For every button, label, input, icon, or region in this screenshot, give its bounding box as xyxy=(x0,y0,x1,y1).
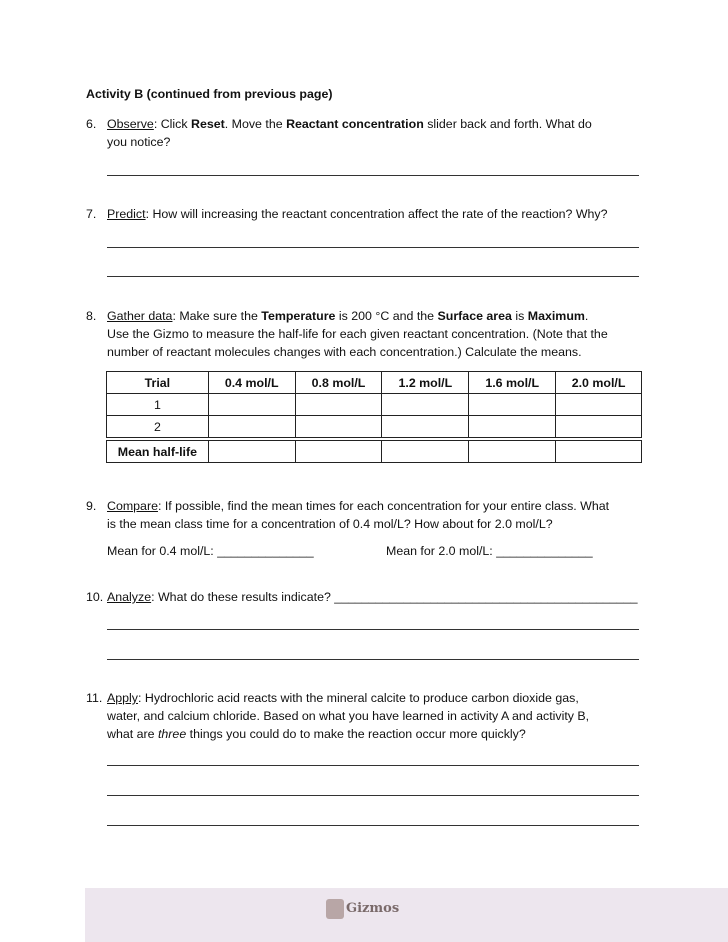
table-cell[interactable] xyxy=(295,441,382,463)
q6-bold-reset: Reset xyxy=(191,117,225,131)
q7-label: Predict xyxy=(107,207,146,221)
q9-text xyxy=(107,497,667,515)
q11-line3 xyxy=(107,725,667,743)
trial-2-label: 2 xyxy=(107,416,209,438)
q9-body: : If possible, find the mean times for each concentration for your entire class. What xyxy=(157,499,610,513)
header-0-4: 0.4 mol/L xyxy=(208,372,295,394)
q8-bold-temperature: Temperature xyxy=(261,309,336,323)
q10-text xyxy=(107,588,667,606)
header-trial: Trial xyxy=(107,372,209,394)
q11-text xyxy=(107,689,667,707)
q8-text xyxy=(107,307,667,325)
q8-text-1: : Make sure the xyxy=(172,309,262,323)
gizmos-logo xyxy=(326,896,399,922)
q6-answer-line[interactable] xyxy=(107,175,639,176)
q6-text-2: . Move the xyxy=(224,117,287,131)
table-cell[interactable] xyxy=(295,416,382,438)
q8-text-2: is 200 °C and the xyxy=(335,309,438,323)
q7-answer-line-1[interactable] xyxy=(107,247,639,248)
trial-1-label: 1 xyxy=(107,394,209,416)
table-cell[interactable] xyxy=(208,394,295,416)
activity-heading: Activity B (continued from previous page) xyxy=(86,87,333,101)
table-row xyxy=(107,394,642,416)
table-cell[interactable] xyxy=(556,416,642,438)
table-cell[interactable] xyxy=(469,394,556,416)
q11-italic-three: three xyxy=(157,727,187,741)
q10-answer-line-1[interactable] xyxy=(107,629,639,630)
gizmos-logo-icon xyxy=(326,899,344,919)
q11-number: 11. xyxy=(86,691,103,705)
q9-number: 9. xyxy=(86,499,97,513)
q11-answer-line-1[interactable] xyxy=(107,765,639,766)
q6-text xyxy=(107,115,667,133)
q8-label: Gather data xyxy=(107,309,173,323)
q8-number: 8. xyxy=(86,309,97,323)
table-cell[interactable] xyxy=(382,416,469,438)
q6-text-3: slider back and forth. What do xyxy=(423,117,592,131)
table-cell[interactable] xyxy=(469,416,556,438)
q8-bold-surface: Surface area xyxy=(437,309,512,323)
table-cell[interactable] xyxy=(469,441,556,463)
header-0-8: 0.8 mol/L xyxy=(295,372,382,394)
q10-number: 10. xyxy=(86,590,104,604)
q6-label: Observe xyxy=(107,117,154,131)
table-cell[interactable] xyxy=(295,394,382,416)
q7-answer-line-2[interactable] xyxy=(107,276,639,277)
half-life-table xyxy=(106,371,642,463)
q11-line3-a: what are xyxy=(107,727,158,741)
q11-body: : Hydrochloric acid reacts with the mineral calcite to produce carbon dioxide gas, xyxy=(138,691,579,705)
q6-line2: you notice? xyxy=(107,135,171,149)
table-cell[interactable] xyxy=(208,416,295,438)
q8-text-4: . xyxy=(584,309,589,323)
gizmos-logo-text: Gizmos xyxy=(346,901,400,916)
q7-number: 7. xyxy=(86,207,97,221)
q11-label: Apply xyxy=(107,691,138,705)
table-row-mean xyxy=(107,441,642,463)
table-cell[interactable] xyxy=(556,441,642,463)
table-cell[interactable] xyxy=(382,394,469,416)
mean-half-life-label: Mean half-life xyxy=(107,441,209,463)
q7-text xyxy=(107,205,707,223)
q11-answer-line-3[interactable] xyxy=(107,825,639,826)
page-footer xyxy=(85,888,728,942)
table-cell[interactable] xyxy=(382,441,469,463)
table-row xyxy=(107,416,642,438)
q11-line2: water, and calcium chloride. Based on what you have learned in activity A and activity B, xyxy=(107,709,590,723)
q7-body: : How will increasing the reactant concentration affect the rate of the reaction? Why? xyxy=(145,207,608,221)
q8-line3: number of reactant molecules changes with each concentration.) Calculate the means. xyxy=(107,345,582,359)
header-2-0: 2.0 mol/L xyxy=(556,372,642,394)
q10-body: : What do these results indicate? ____________________________________________ xyxy=(151,590,638,604)
q8-text-3: is xyxy=(511,309,528,323)
q11-line3-b: things you could do to make the reaction occur more quickly? xyxy=(186,727,526,741)
header-1-2: 1.2 mol/L xyxy=(382,372,469,394)
q6-number: 6. xyxy=(86,117,97,131)
mean-2-0-field[interactable]: Mean for 2.0 mol/L: ______________ xyxy=(386,544,593,558)
q9-label: Compare xyxy=(107,499,158,513)
q8-bold-maximum: Maximum xyxy=(527,309,585,323)
q11-answer-line-2[interactable] xyxy=(107,795,639,796)
table-cell[interactable] xyxy=(556,394,642,416)
table-header-row xyxy=(107,372,642,394)
q9-line2: is the mean class time for a concentration of 0.4 mol/L? How about for 2.0 mol/L? xyxy=(107,517,553,531)
mean-0-4-field[interactable]: Mean for 0.4 mol/L: ______________ xyxy=(107,544,314,558)
table-cell[interactable] xyxy=(208,441,295,463)
q6-text-1: : Click xyxy=(153,117,192,131)
q10-label: Analyze xyxy=(107,590,152,604)
q10-answer-line-2[interactable] xyxy=(107,659,639,660)
header-1-6: 1.6 mol/L xyxy=(469,372,556,394)
q6-bold-reactant: Reactant concentration xyxy=(286,117,424,131)
q8-line2: Use the Gizmo to measure the half-life for each given reactant concentration. (Note that the xyxy=(107,327,608,341)
